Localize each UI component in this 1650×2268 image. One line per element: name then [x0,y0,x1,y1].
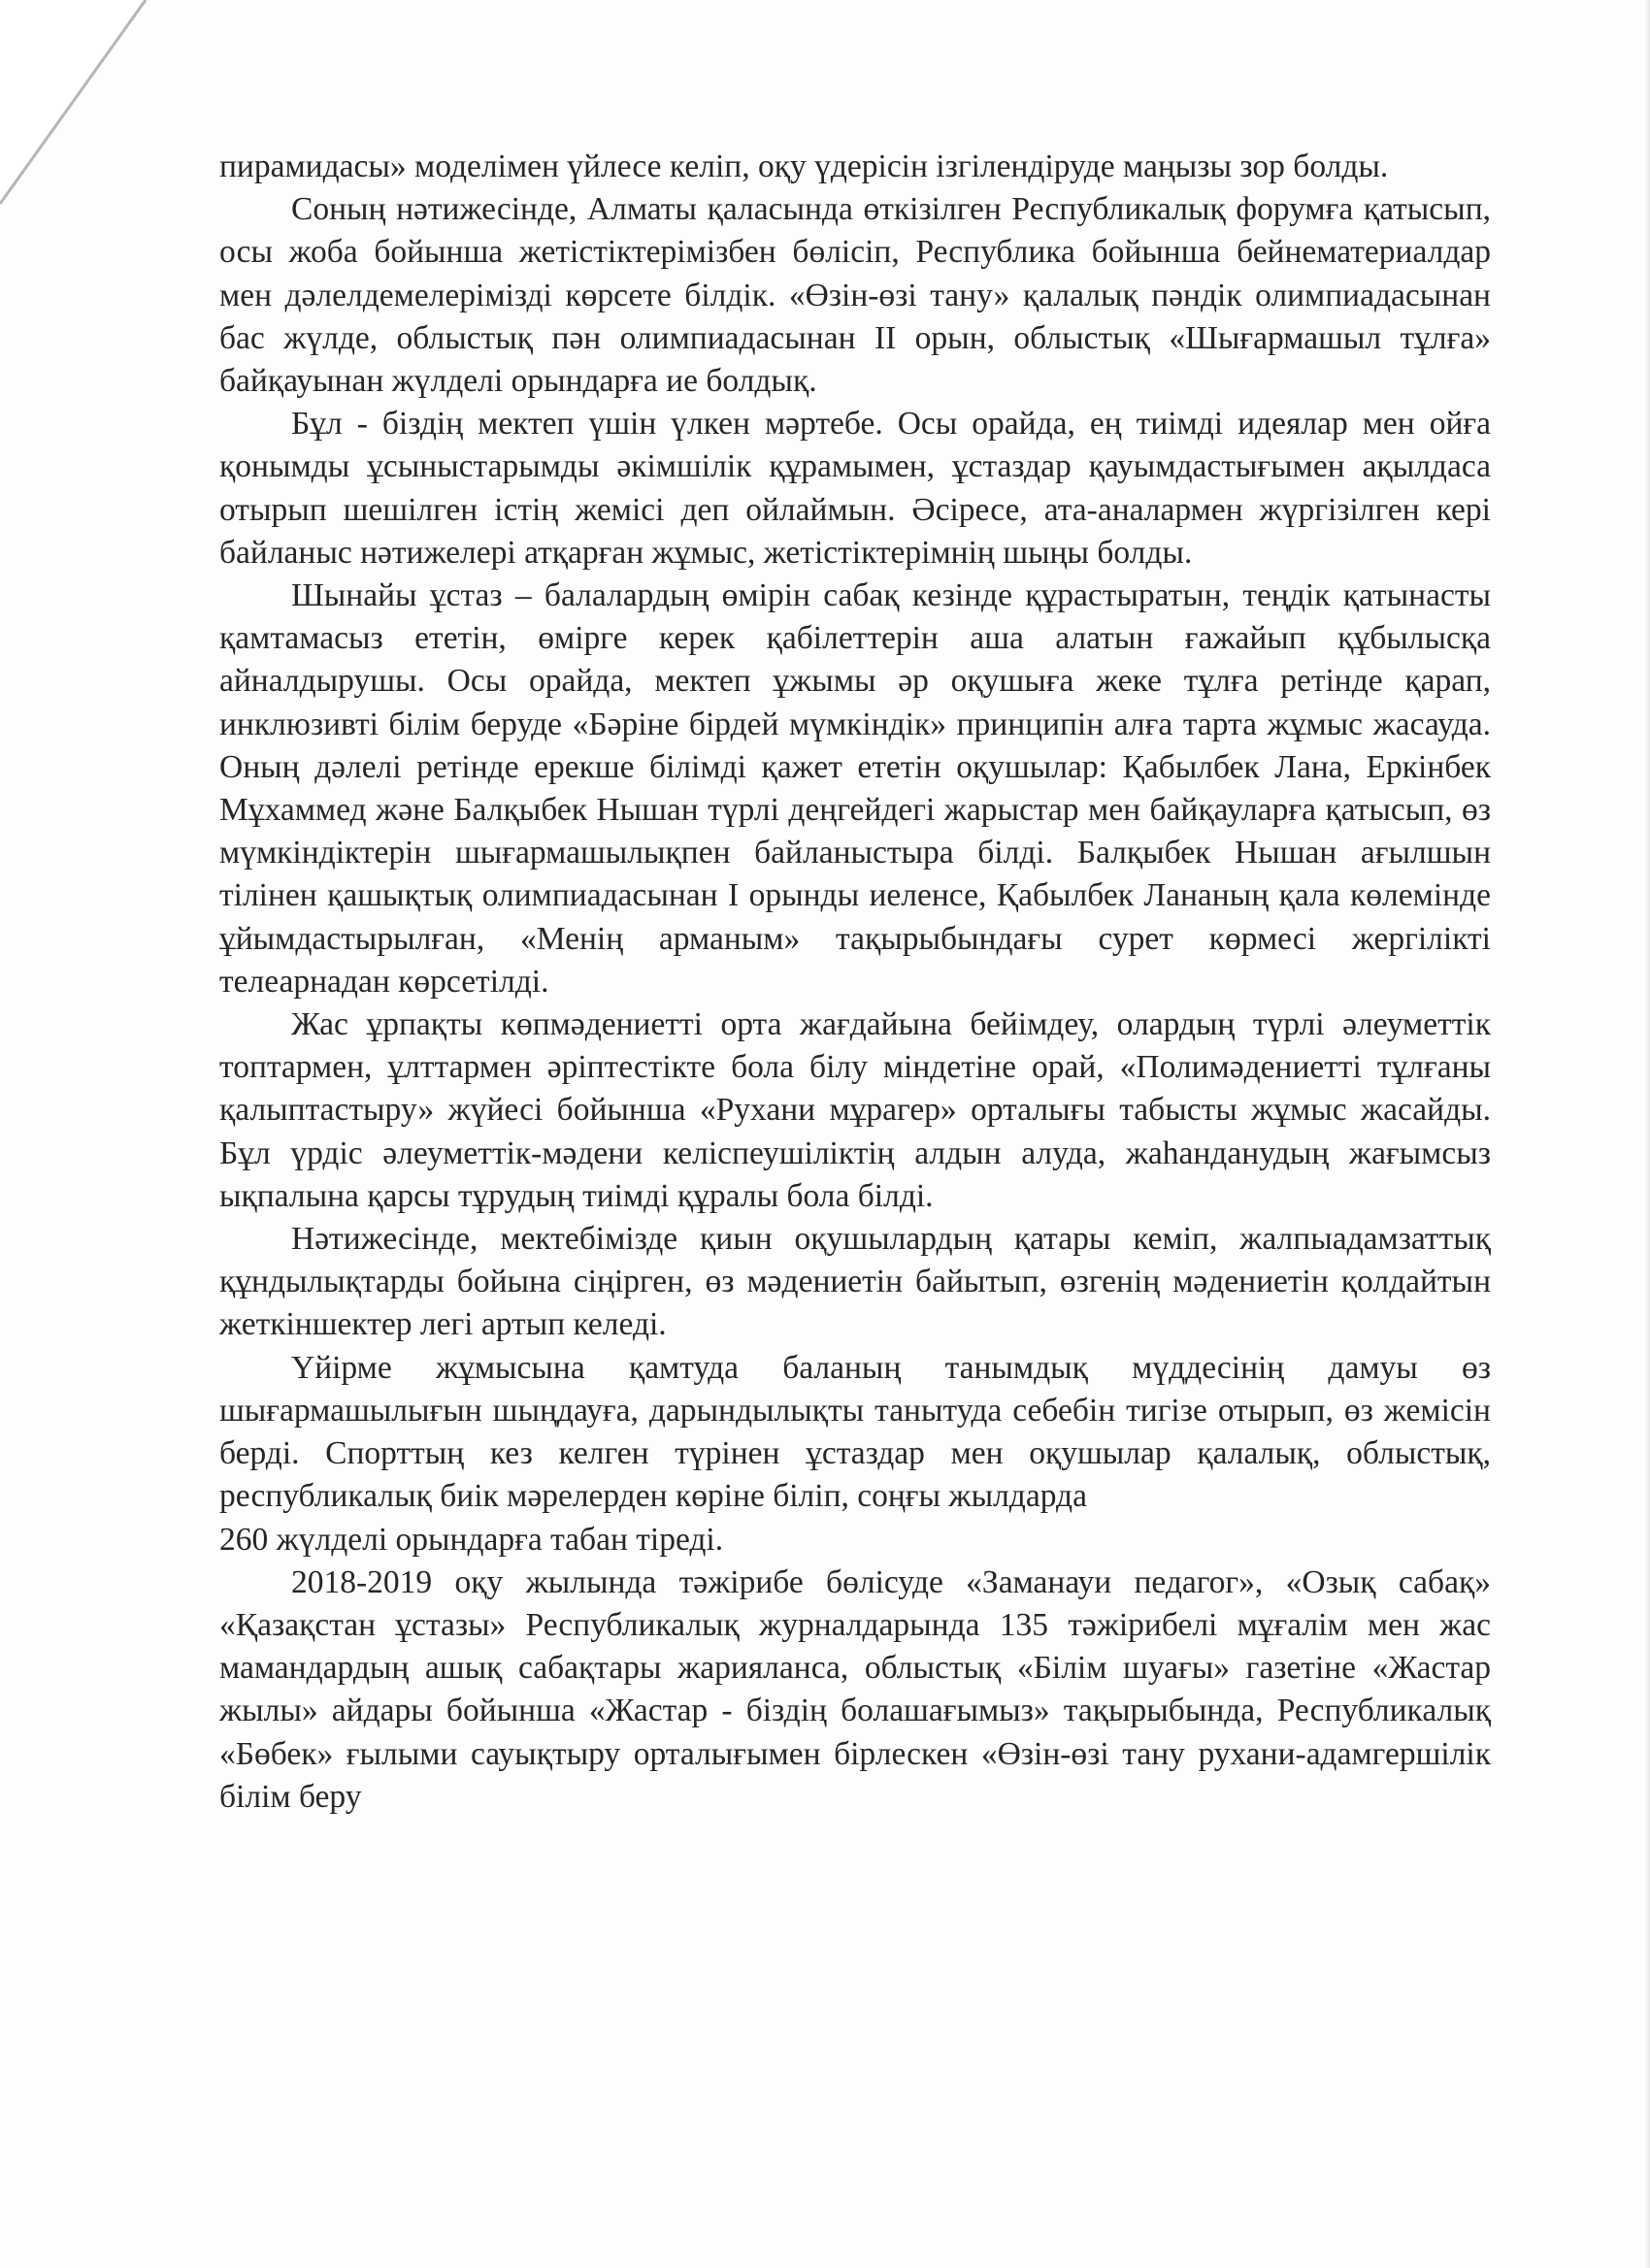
paragraph-4: Шынайы ұстаз – балалардың өмірін сабақ кезінде құрастыратын, теңдік қатынасты қамтамасыз ететін, өмірге керек қабілеттерін аша алатын ғажайып құбылысқа айналдырушы. Осы орайда, мектеп ұжымы әр оқушыға жеке тұлға ретінде қарап, инклюзивті білім беруде «Бәріне бірдей мүмкіндік» принципін алға тарта жұмыс жасауда. Оның дәлелі ретінде ерекше білімді қажет ететін оқушылар: Қабылбек Лана, Еркінбек Мұхаммед және Балқыбек Нышан түрлі деңгейдегі жарыстар мен байқауларға қатысып, өз мүмкіндіктерін шығармашылықпен байланыстыра білді. Балқыбек Нышан ағылшын тілінен қашықтық олимпиадасынан І орынды иеленсе, Қабылбек Лананың қала көлемінде ұйымдастырылған, «Менің арманым» тақырыбындағы сурет көрмесі жергілікті телеарнадан көрсетілді. [219,577,1491,1000]
paragraph-9: 2018-2019 оқу жылында тәжірибе бөлісуде «Заманауи педагог», «Озық сабақ» «Қазақстан ұстазы» Республикалық журналдарында 135 тәжірибелі мұғалім мен жас мамандардың ашық сабақтары жарияланса, облыстық «Білім шуағы» газетіне «Жастар жылы» айдары бойынша «Жастар - біздің болашағымыз» тақырыбында, Республикалық «Бөбек» ғылыми сауықтыру орталығымен бірлескен «Өзін-өзі тану рухани-адамгершілік білім беру [219,1563,1491,1815]
paragraph-3: Бұл - біздің мектеп үшін үлкен мәртебе. Осы орайда, ең тиімді идеялар мен ойға қонымды ұсыныстарымды әкімшілік құрамымен, ұстаздар қауымдастығымен ақылдаса отырып шешілген істің жемісі деп ойлаймын. Әсіресе, ата-аналармен жүргізілген кері байланыс нәтижелері атқарған жұмыс, жетістіктерімнің шыңы болды. [219,406,1491,571]
paragraph-1: пирамидасы» моделімен үйлесе келіп, оқу үдерісін ізгілендіруде маңызы зор болды. [219,148,1389,184]
folded-corner-mark [0,0,194,233]
paragraph-5: Жас ұрпақты көпмәдениетті орта жағдайына бейімдеу, олардың түрлі әлеуметтік топтармен, ұлттармен әріптестікте бола білу міндетіне орай, «Полимәдениетті тұлғаны қалыптастыру» жүйесі бойынша «Рухани мұрагер» орталығы табысты жұмыс жасайды. Бұл үрдіс әлеуметтік-мәдени келіспеушіліктің алдын алуда, жаһанданудың жағымсыз ықпалына қарсы тұрудың тиімді құралы бола білді. [219,1006,1491,1214]
document-body [219,146,1491,1819]
paragraph-8: 260 жүлделі орындарға табан тіреді. [219,1521,724,1558]
paragraph-2: Соның нәтижесінде, Алматы қаласында өткізілген Республикалық форумға қатысып, осы жоба бойынша жетістіктерімізбен бөлісіп, Республика бойынша бейнематериалдар мен дәлелдемелерімізді көрсете білдік. «Өзін-өзі тану» қалалық пәндік олимпиадасынан бас жүлде, облыстық пән олимпиадасынан ІІ орын, облыстық «Шығармашыл тұлға» байқауынан жүлделі орындарға ие болдық. [219,191,1491,400]
page-edge-shadow [1644,0,1650,2268]
paragraph-6: Нәтижесінде, мектебімізде қиын оқушылардың қатары кеміп, жалпыадамзаттық құндылықтарды бойына сіңірген, өз мәдениетін байытып, өзгенің мәдениетін қолдайтын жеткіншектер легі артып келеді. [219,1221,1491,1343]
paragraph-7: Үйірме жұмысына қамтуда баланың танымдық мүддесінің дамуы өз шығармашылығын шыңдауға, дарындылықты танытуда себебін тигізе отырып, өз жемісін берді. Спорттың кез келген түрінен ұстаздар мен оқушылар қалалық, облыстық, республикалық биік мәрелерден көріне біліп, соңғы жылдарда [219,1349,1491,1515]
